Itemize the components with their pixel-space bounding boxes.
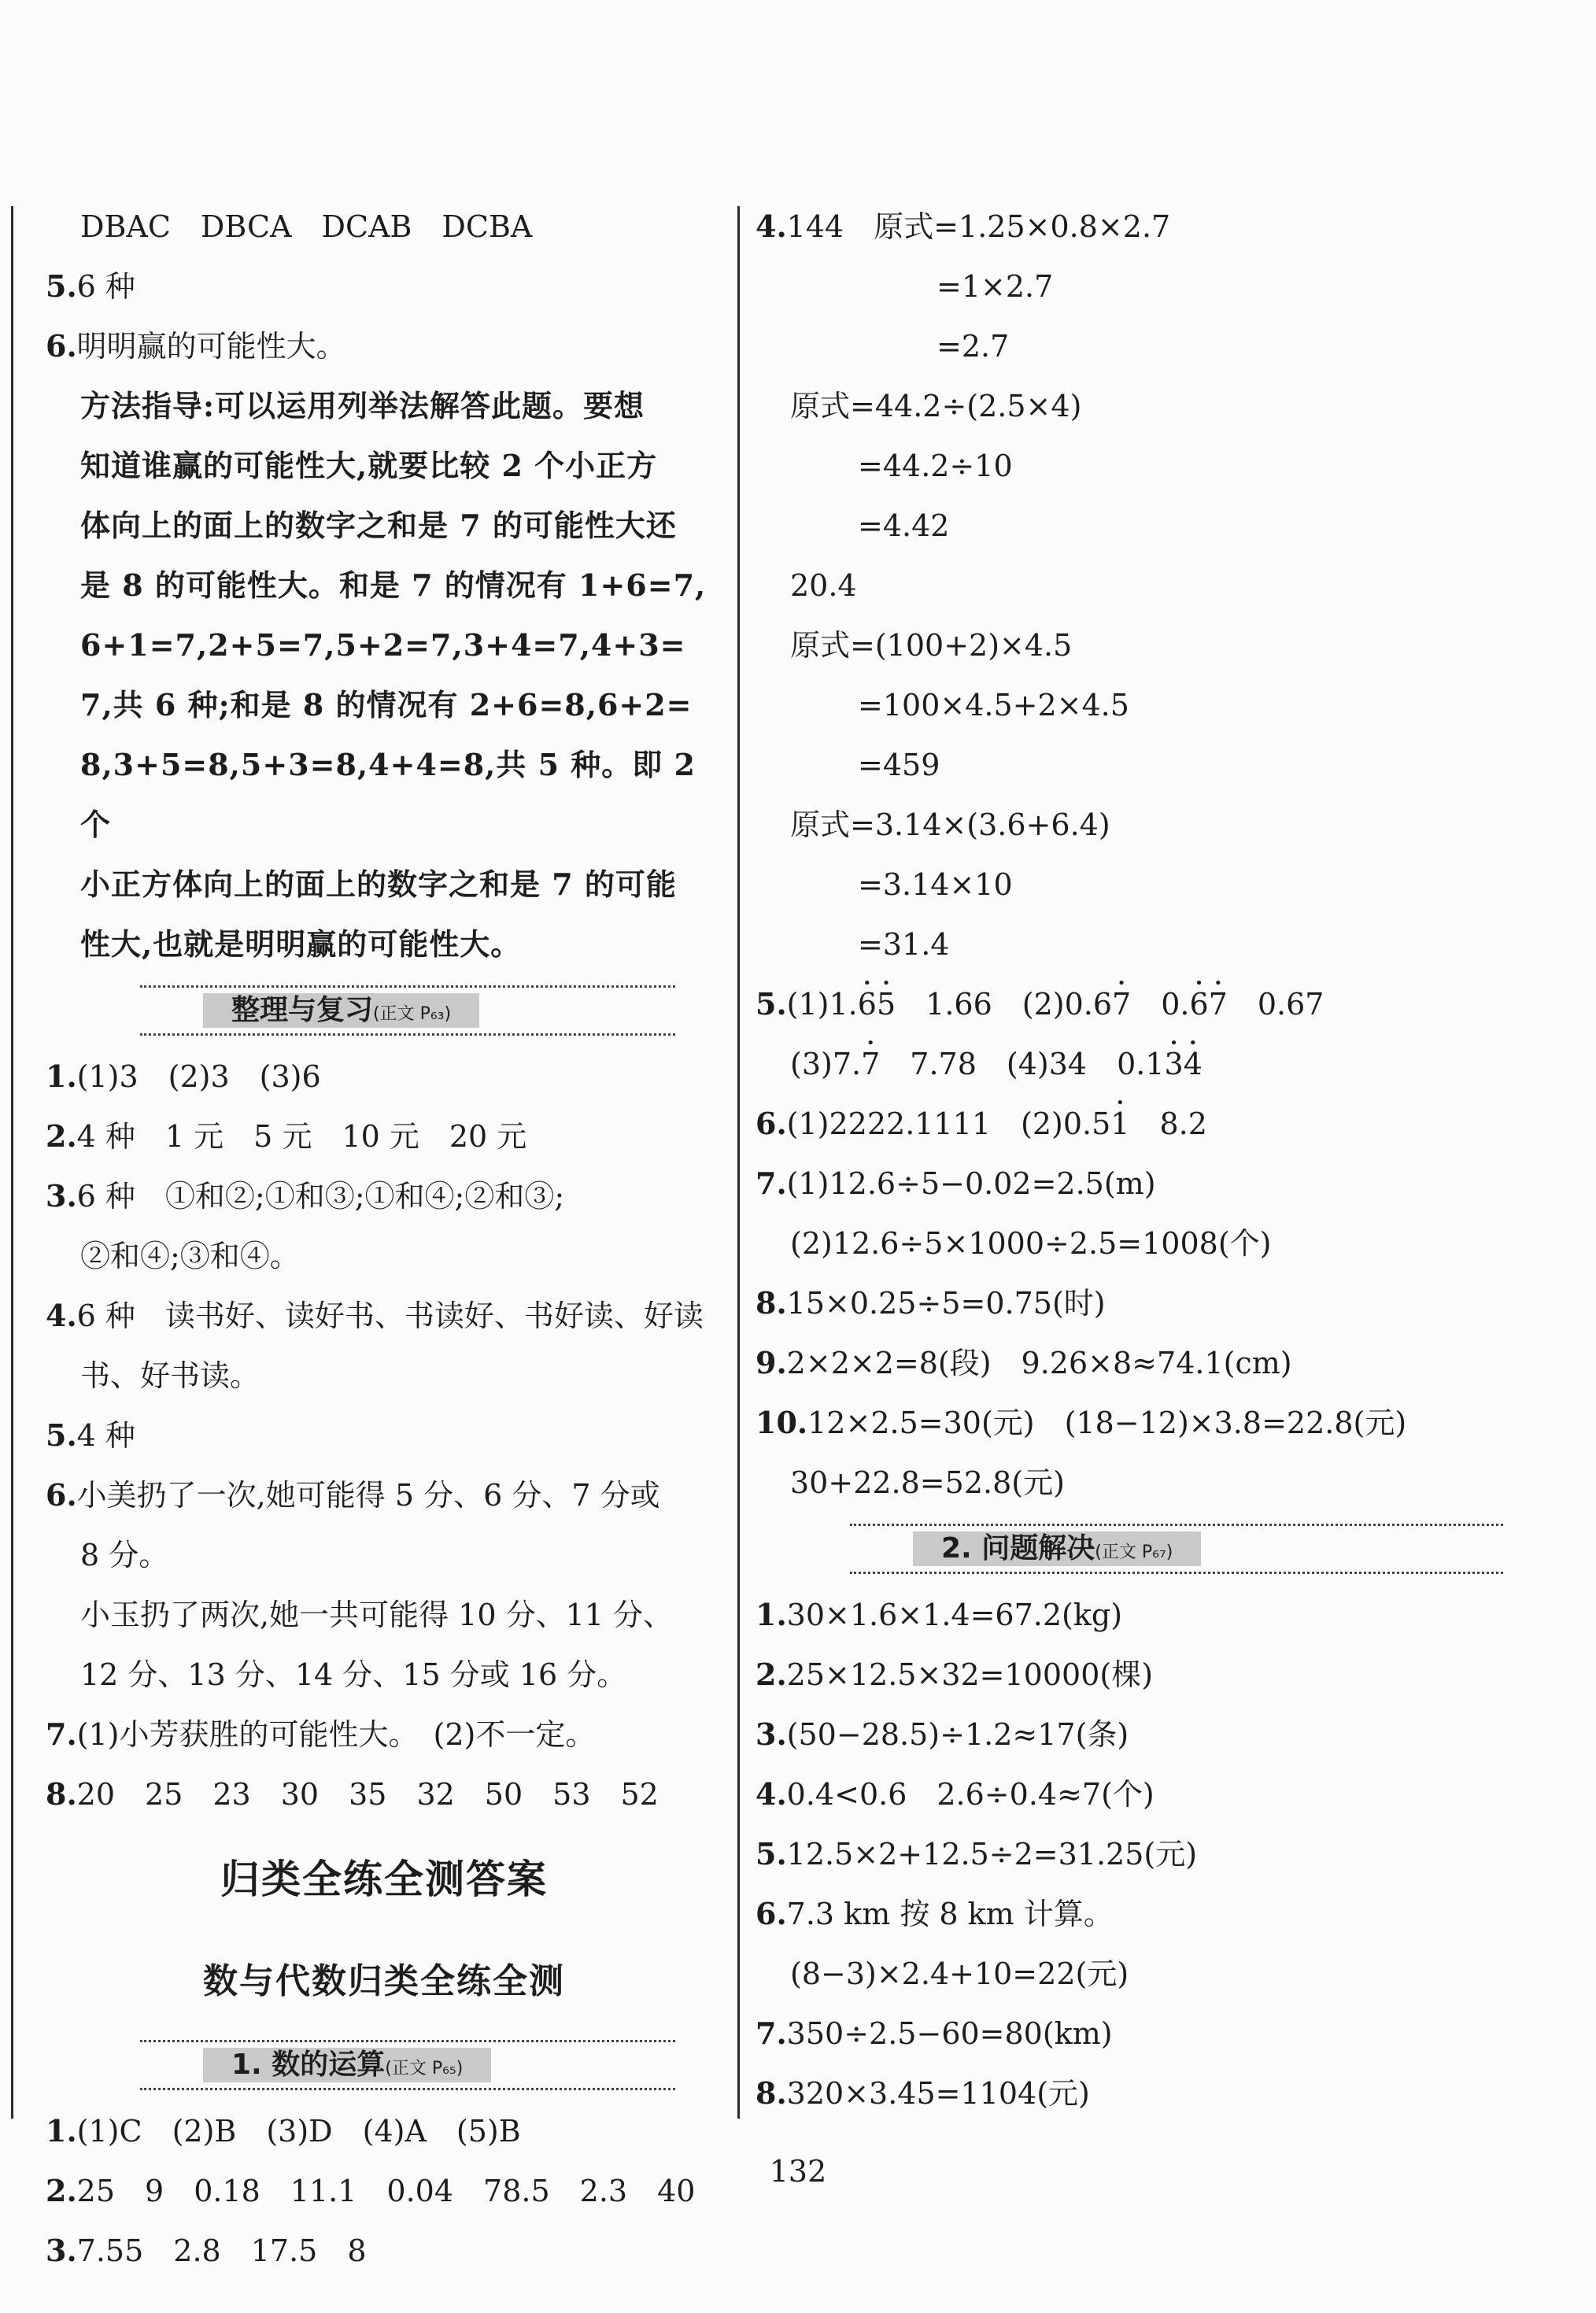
page-number: 132	[769, 2154, 827, 2189]
answer-line: 7.(1)12.6÷5−0.02=2.5(m)	[756, 1166, 1156, 1201]
answer-line: 7.(1)小芳获胜的可能性大。 (2)不一定。	[46, 1716, 596, 1752]
calc-step: =31.4	[858, 927, 950, 962]
answer-line: 2.25 9 0.18 11.1 0.04 78.5 2.3 40	[46, 2173, 696, 2208]
operations-answers	[46, 2101, 722, 2281]
tip-line: 8,3+5=8,5+3=8,4+4=8,共 5 种。即 2 个	[80, 747, 696, 842]
calc-step: =100×4.5+2×4.5	[858, 688, 1129, 722]
answer-line: 2.25×12.5×32=10000(棵)	[756, 1657, 1154, 1692]
tip-line: 6+1=7,2+5=7,5+2=7,3+4=7,4+3=	[80, 627, 686, 663]
calc-step: 原式=44.2÷(2.5×4)	[790, 389, 1082, 423]
calc-step: =1×2.7	[937, 269, 1054, 304]
answer-line: 2.4 种 1 元 5 元 10 元 20 元	[46, 1118, 527, 1154]
tip-line: 知道谁赢的可能性大,就要比较 2 个小正方	[80, 448, 658, 483]
answer-line: 小玉扔了两次,她一共可能得 10 分、11 分、	[80, 1598, 674, 1632]
sub-title: 数与代数归类全练全测	[203, 1961, 565, 2001]
answer-line: ②和④;③和④。	[80, 1239, 300, 1273]
answer-q5-recurring-2: (3)7.• 7 7.78 (4)34 0.1• 3• 4	[756, 1034, 1550, 1094]
answer-line: 8.15×0.25÷5=0.75(时)	[756, 1285, 1106, 1321]
answer-q4-steps	[756, 197, 1550, 974]
answer-line: 4.6 种 读书好、读好书、书读好、书好读、好读	[46, 1298, 704, 1333]
answer-line: 1.30×1.6×1.4=67.2(kg)	[756, 1597, 1123, 1632]
answer-line: (8−3)×2.4+10=22(元)	[790, 1956, 1129, 1991]
answer-q5: 5.6 种	[46, 268, 135, 304]
calc-step: =2.7	[937, 329, 1010, 364]
method-tip	[46, 376, 722, 974]
answer-line: 7.350÷2.5−60=80(km)	[756, 2016, 1113, 2051]
column-divider	[737, 206, 740, 2119]
answer-line: 1.(1)C (2)B (3)D (4)A (5)B	[46, 2113, 521, 2149]
answer-line: 8.320×3.45=1104(元)	[756, 2075, 1090, 2111]
calc-step: 原式=(100+2)×4.5	[790, 628, 1073, 663]
tip-line: 方法指导:可以运用列举法解答此题。要想	[80, 388, 645, 423]
answer-line: 3.7.55 2.8 17.5 8	[46, 2233, 367, 2268]
answer-line: 5.12.5×2+12.5÷2=31.25(元)	[756, 1836, 1198, 1871]
left-margin-rule	[11, 206, 13, 2119]
answer-line: 10.12×2.5=30(元) (18−12)×3.8=22.8(元)	[756, 1405, 1407, 1440]
answer-line: 8 分。	[80, 1538, 169, 1572]
calc-step: =44.2÷10	[858, 449, 1013, 483]
answer-line: 4.0.4<0.6 2.6÷0.4≈7(个)	[756, 1776, 1155, 1812]
answer-line: 1.(1)3 (2)3 (3)6	[46, 1059, 321, 1094]
section-heading-problem-solving: 2. 问题解决(正文 P₆₇)	[756, 1516, 1550, 1582]
tip-line: 7,共 6 种;和是 8 的情况有 2+6=8,6+2=	[80, 687, 693, 722]
answer-line: (2)12.6÷5×1000÷2.5=1008(个)	[790, 1226, 1272, 1261]
calc-step: 原式=3.14×(3.6+6.4)	[790, 807, 1110, 842]
right-column	[756, 197, 1550, 2123]
answer-line: 12 分、13 分、14 分、15 分或 16 分。	[80, 1657, 627, 1692]
tip-line: 体向上的面上的数字之和是 7 的可能性大还	[80, 508, 677, 543]
calc-step: =459	[858, 748, 940, 782]
answer-line: 8.20 25 23 30 35 32 50 53 52	[46, 1776, 659, 1812]
answers-7-10	[756, 1154, 1550, 1513]
tip-line: 是 8 的可能性大。和是 7 的情况有 1+6=7,	[80, 567, 707, 603]
answer-line: 6.小美扔了一次,她可能得 5 分、6 分、7 分或	[46, 1477, 660, 1513]
answer-q6: 6.明明赢的可能性大。	[46, 328, 346, 364]
section-heading-operations: 1. 数的运算(正文 P₆₅)	[46, 2032, 722, 2098]
left-column	[46, 197, 722, 2281]
tip-line: 性大,也就是明明赢的可能性大。	[80, 926, 522, 962]
tip-line: 小正方体向上的面上的数字之和是 7 的可能	[80, 866, 677, 902]
main-title: 归类全练全测答案	[220, 1857, 548, 1902]
problem-solving-answers	[756, 1585, 1550, 2123]
answer-sequence-line: DBAC DBCA DCAB DCBA	[80, 209, 533, 244]
answer-line: 6.7.3 km 按 8 km 计算。	[756, 1896, 1114, 1931]
answer-line: 9.2×2×2=8(段) 9.26×8≈74.1(cm)	[756, 1345, 1292, 1380]
calc-step: =4.42	[858, 508, 950, 543]
answer-line: 3.(50−28.5)÷1.2≈17(条)	[756, 1716, 1129, 1752]
review-answers	[46, 1047, 722, 1824]
section-heading-review: 整理与复习(正文 P₆₃)	[46, 977, 722, 1044]
answer-line: 书、好书读。	[80, 1358, 260, 1393]
calc-step: 4.144 原式=1.25×0.8×2.7	[756, 209, 1171, 244]
answer-line: 5.4 种	[46, 1417, 135, 1453]
answer-line: 3.6 种 ①和②;①和③;①和④;②和③;	[46, 1178, 565, 1214]
answer-q5-recurring: 5.(1)1.• 6• 5 1.66 (2)0.6• 7 0.• 6• 7 0.67	[756, 974, 1550, 1034]
answer-q6-right: 6.(1)2222.1111 (2)0.5• 1 8.2	[756, 1094, 1550, 1154]
calc-step: =3.14×10	[858, 867, 1013, 902]
calc-step: 20.4	[790, 568, 857, 603]
answer-line: 30+22.8=52.8(元)	[790, 1465, 1065, 1500]
